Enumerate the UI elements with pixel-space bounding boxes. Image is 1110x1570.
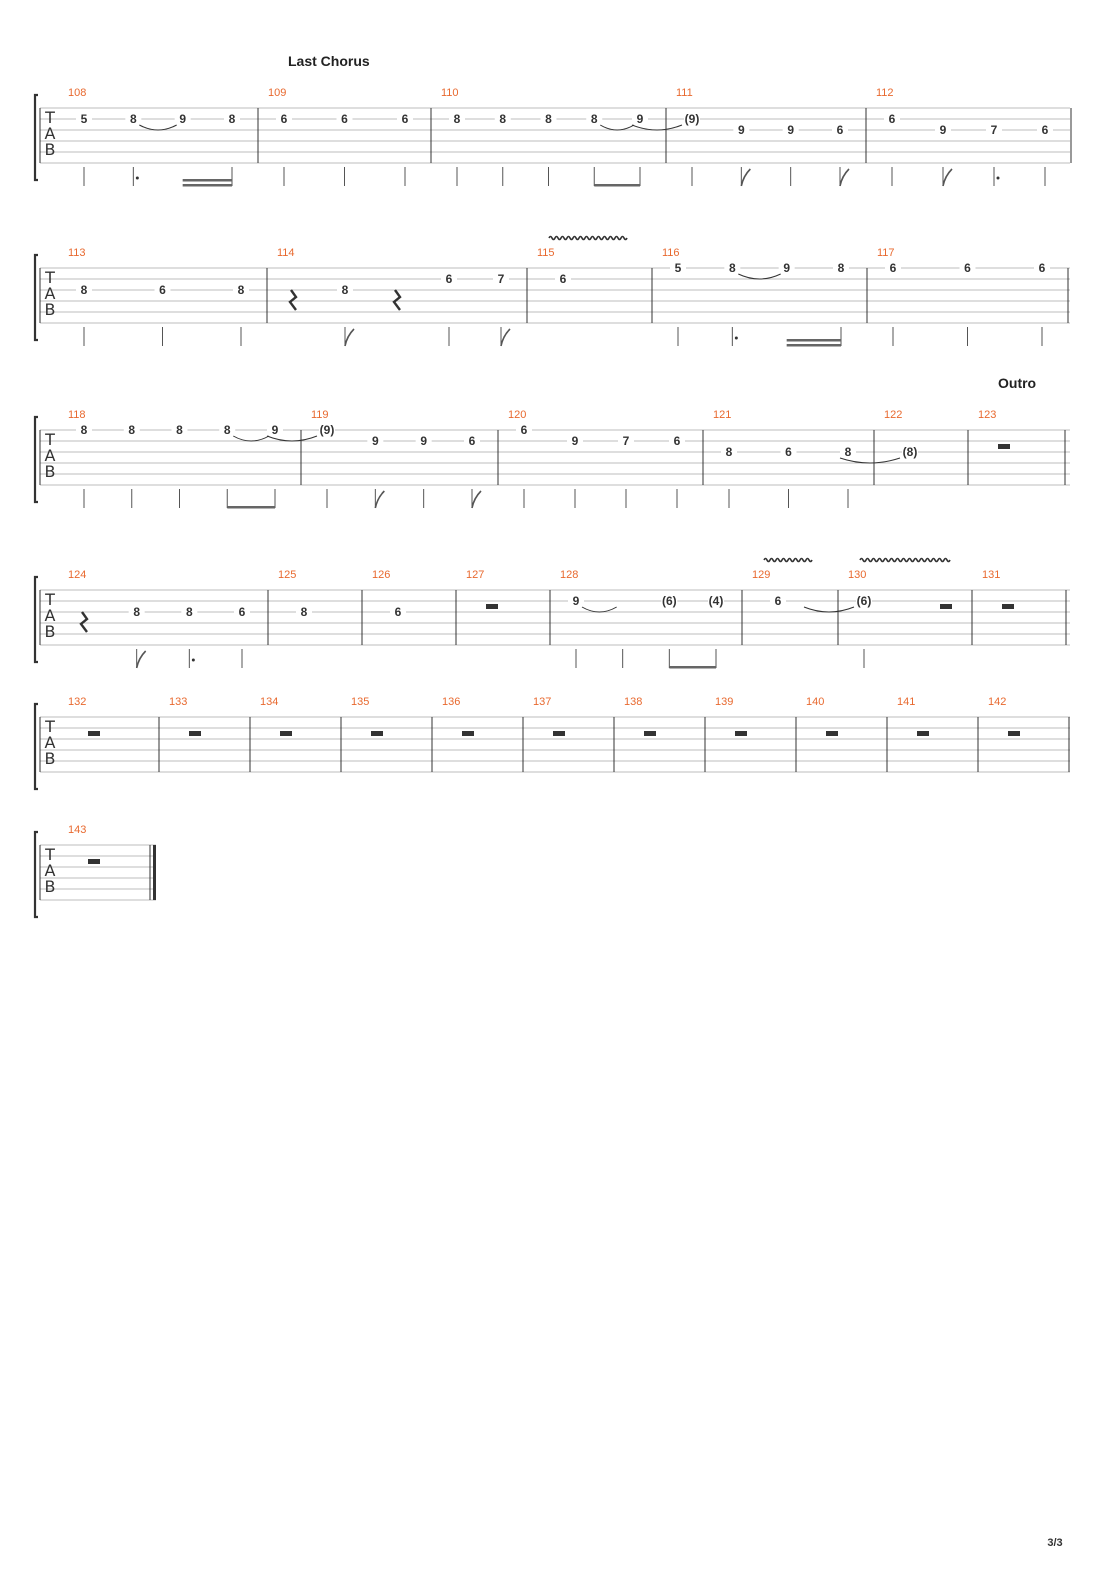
whole-rest bbox=[280, 731, 292, 736]
measure-number: 130 bbox=[848, 569, 867, 581]
fret-number: 8 bbox=[128, 423, 136, 437]
tab-clef-letter: B bbox=[44, 300, 56, 319]
measure-number: 119 bbox=[311, 409, 329, 421]
fret-number: 8 bbox=[837, 261, 845, 275]
tab-clef-letter: B bbox=[44, 462, 56, 481]
fret-number: 8 bbox=[300, 605, 308, 619]
eighth-flag bbox=[472, 491, 481, 508]
fret-number: 9 bbox=[783, 261, 791, 275]
quarter-rest bbox=[81, 612, 87, 632]
fret-number: 5 bbox=[80, 112, 88, 126]
eighth-flag bbox=[501, 329, 510, 346]
measure-number: 140 bbox=[806, 696, 825, 708]
tab-clef-letter: A bbox=[44, 446, 56, 465]
eighth-flag bbox=[137, 651, 146, 668]
whole-rest bbox=[917, 731, 929, 736]
eighth-flag bbox=[345, 329, 354, 346]
fret-number: 9 bbox=[787, 123, 795, 137]
whole-rest bbox=[189, 731, 201, 736]
fret-number: 8 bbox=[129, 112, 137, 126]
half-rest bbox=[940, 604, 952, 609]
tab-clef-letter: A bbox=[44, 606, 56, 625]
measure-number: 139 bbox=[715, 696, 734, 708]
beam bbox=[183, 184, 232, 187]
tab-clef-letter: B bbox=[44, 877, 56, 896]
eighth-flag bbox=[943, 169, 952, 186]
tie-arc bbox=[804, 607, 854, 612]
measure-112 bbox=[876, 87, 1071, 186]
measure-108 bbox=[68, 87, 258, 187]
staff-bracket bbox=[35, 95, 38, 180]
fret-number: 9 bbox=[571, 434, 579, 448]
page-number: 3/3 bbox=[1047, 1537, 1063, 1549]
tab-clef-letter: A bbox=[44, 861, 56, 880]
fret-number: 8 bbox=[545, 112, 552, 126]
tab-clef-letter: T bbox=[45, 590, 55, 609]
tab-system-6 bbox=[35, 824, 156, 917]
tie-arc bbox=[738, 274, 780, 279]
fret-number: 6 bbox=[888, 112, 896, 126]
measure-number: 109 bbox=[268, 87, 287, 99]
tie-arc bbox=[233, 436, 269, 441]
fret-number: 8 bbox=[590, 112, 598, 126]
tie-arc bbox=[582, 607, 617, 612]
measure-number: 132 bbox=[68, 696, 87, 708]
measure-number: 129 bbox=[752, 569, 771, 581]
measure-number: 136 bbox=[442, 696, 461, 708]
vibrato-line bbox=[764, 559, 812, 562]
tab-system-5 bbox=[35, 696, 1070, 789]
measure-number: 125 bbox=[278, 569, 297, 581]
fret-number: 8 bbox=[133, 605, 141, 619]
measure-118 bbox=[68, 409, 301, 509]
measure-number: 115 bbox=[537, 247, 555, 259]
fret-number: 6 bbox=[774, 594, 782, 608]
measure-117 bbox=[877, 247, 1068, 346]
fret-number: 8 bbox=[80, 423, 88, 437]
measure-number: 122 bbox=[884, 409, 903, 421]
vibrato-line bbox=[860, 559, 950, 562]
fret-number: 8 bbox=[176, 423, 183, 437]
measure-number: 138 bbox=[624, 696, 643, 708]
fret-number: 8 bbox=[499, 112, 507, 126]
beam bbox=[227, 506, 275, 509]
fret-number: 6 bbox=[280, 112, 288, 126]
measure-129 bbox=[752, 559, 838, 646]
whole-rest bbox=[735, 731, 747, 736]
measure-number: 110 bbox=[441, 87, 459, 99]
whole-rest bbox=[88, 859, 100, 864]
quarter-rest bbox=[290, 290, 296, 310]
measure-number: 123 bbox=[978, 409, 997, 421]
tab-clef-letter: T bbox=[45, 845, 55, 864]
fret-number: 6 bbox=[964, 261, 971, 275]
tab-clef-letter: A bbox=[44, 124, 56, 143]
measure-number: 120 bbox=[508, 409, 527, 421]
fret-number: 6 bbox=[394, 605, 402, 619]
fret-number: 6 bbox=[1038, 261, 1046, 275]
measure-113 bbox=[68, 247, 267, 346]
fret-number: 8 bbox=[185, 605, 193, 619]
whole-rest bbox=[1002, 604, 1014, 609]
fret-number: 9 bbox=[420, 434, 428, 448]
fret-number: (9) bbox=[319, 423, 335, 437]
fret-number: 6 bbox=[445, 272, 453, 286]
fret-number: 6 bbox=[836, 123, 844, 137]
tab-clef-letter: T bbox=[45, 430, 55, 449]
measure-number: 113 bbox=[68, 247, 86, 259]
measure-111 bbox=[632, 87, 866, 186]
dot bbox=[735, 337, 738, 340]
measure-128 bbox=[560, 569, 742, 669]
measure-number: 114 bbox=[277, 247, 295, 259]
whole-rest bbox=[88, 731, 100, 736]
tab-clef-letter: A bbox=[44, 733, 56, 752]
tab-clef-letter: T bbox=[45, 108, 55, 127]
fret-number: (6) bbox=[856, 594, 872, 608]
measure-116 bbox=[662, 247, 867, 347]
section-label: Outro bbox=[998, 375, 1037, 391]
whole-rest bbox=[371, 731, 383, 736]
eighth-flag bbox=[741, 169, 750, 186]
fret-number: 8 bbox=[453, 112, 461, 126]
fret-number: (9) bbox=[684, 112, 700, 126]
tab-system-3 bbox=[35, 409, 1070, 509]
measure-number: 128 bbox=[560, 569, 579, 581]
fret-number: 9 bbox=[572, 594, 580, 608]
fret-number: 9 bbox=[371, 434, 379, 448]
fret-number: (4) bbox=[708, 594, 724, 608]
measure-number: 131 bbox=[982, 569, 1001, 581]
measure-number: 118 bbox=[68, 409, 86, 421]
measure-number: 133 bbox=[169, 696, 188, 708]
tie-arc bbox=[600, 125, 634, 130]
measure-number: 112 bbox=[876, 87, 894, 99]
fret-number: 6 bbox=[341, 112, 348, 126]
measure-119 bbox=[267, 409, 498, 508]
beam bbox=[787, 344, 841, 347]
measure-number: 137 bbox=[533, 696, 552, 708]
measure-number: 108 bbox=[68, 87, 87, 99]
staff-bracket bbox=[35, 417, 38, 502]
measure-number: 135 bbox=[351, 696, 370, 708]
fret-number: 6 bbox=[238, 605, 246, 619]
beam bbox=[669, 666, 716, 669]
fret-number: 7 bbox=[497, 272, 505, 286]
staff-bracket bbox=[35, 255, 38, 340]
whole-rest bbox=[1008, 731, 1020, 736]
whole-rest bbox=[644, 731, 656, 736]
fret-number: 9 bbox=[737, 123, 745, 137]
staff-bracket bbox=[35, 704, 38, 789]
fret-number: 6 bbox=[401, 112, 409, 126]
eighth-flag bbox=[840, 169, 849, 186]
tab-clef-letter: T bbox=[45, 268, 55, 287]
fret-number: 9 bbox=[271, 423, 279, 437]
measure-110 bbox=[441, 87, 666, 187]
tab-system-1 bbox=[35, 87, 1071, 187]
measure-number: 121 bbox=[713, 409, 732, 421]
tab-clef-letter: A bbox=[44, 284, 56, 303]
fret-number: 6 bbox=[673, 434, 681, 448]
tab-system-4 bbox=[35, 559, 1070, 669]
measure-number: 134 bbox=[260, 696, 279, 708]
dot bbox=[192, 659, 195, 662]
fret-number: 8 bbox=[228, 112, 236, 126]
dot bbox=[136, 177, 139, 180]
fret-number: (8) bbox=[902, 445, 918, 459]
quarter-rest bbox=[394, 290, 400, 310]
fret-number: 6 bbox=[559, 272, 567, 286]
measure-number: 143 bbox=[68, 824, 87, 836]
fret-number: 8 bbox=[725, 445, 733, 459]
measure-114 bbox=[277, 247, 527, 346]
beam bbox=[183, 179, 232, 182]
fret-number: 6 bbox=[520, 423, 528, 437]
fret-number: 8 bbox=[80, 283, 88, 297]
dot bbox=[997, 177, 1000, 180]
fret-number: 8 bbox=[223, 423, 231, 437]
fret-number: 9 bbox=[636, 112, 644, 126]
fret-number: (6) bbox=[661, 594, 677, 608]
measure-number: 111 bbox=[676, 87, 693, 99]
whole-rest bbox=[998, 444, 1010, 449]
tab-clef-letter: T bbox=[45, 717, 55, 736]
fret-number: 8 bbox=[237, 283, 245, 297]
fret-number: 5 bbox=[674, 261, 682, 275]
measure-109 bbox=[268, 87, 431, 186]
measure-120 bbox=[508, 409, 703, 508]
staff-bracket bbox=[35, 577, 38, 662]
measure-number: 142 bbox=[988, 696, 1007, 708]
measure-number: 141 bbox=[897, 696, 916, 708]
fret-number: 9 bbox=[179, 112, 187, 126]
fret-number: 6 bbox=[785, 445, 792, 459]
fret-number: 7 bbox=[990, 123, 998, 137]
section-label: Last Chorus bbox=[288, 53, 370, 69]
fret-number: 8 bbox=[844, 445, 852, 459]
staff-bracket bbox=[35, 832, 38, 917]
measure-number: 126 bbox=[372, 569, 391, 581]
fret-number: 8 bbox=[341, 283, 349, 297]
measure-number: 124 bbox=[68, 569, 87, 581]
tab-clef-letter: B bbox=[44, 622, 56, 641]
measure-124 bbox=[68, 569, 268, 668]
measure-number: 127 bbox=[466, 569, 485, 581]
vibrato-line bbox=[549, 237, 627, 240]
final-barline-thick bbox=[153, 845, 156, 900]
whole-rest bbox=[486, 604, 498, 609]
eighth-flag bbox=[375, 491, 384, 508]
fret-number: 6 bbox=[468, 434, 476, 448]
fret-number: 6 bbox=[159, 283, 166, 297]
measure-115 bbox=[537, 237, 652, 324]
fret-number: 7 bbox=[622, 434, 630, 448]
measure-121 bbox=[713, 409, 874, 508]
beam bbox=[787, 339, 841, 342]
beam bbox=[594, 184, 640, 187]
tab-system-2 bbox=[35, 237, 1070, 347]
measure-130 bbox=[804, 559, 972, 669]
whole-rest bbox=[553, 731, 565, 736]
fret-number: 8 bbox=[728, 261, 736, 275]
whole-rest bbox=[462, 731, 474, 736]
measure-number: 116 bbox=[662, 247, 680, 259]
tab-clef-letter: B bbox=[44, 140, 56, 159]
fret-number: 9 bbox=[939, 123, 947, 137]
tie-arc bbox=[139, 125, 176, 130]
measure-number: 117 bbox=[877, 247, 895, 259]
whole-rest bbox=[826, 731, 838, 736]
fret-number: 6 bbox=[889, 261, 897, 275]
tab-clef-letter: B bbox=[44, 749, 56, 768]
fret-number: 6 bbox=[1041, 123, 1049, 137]
